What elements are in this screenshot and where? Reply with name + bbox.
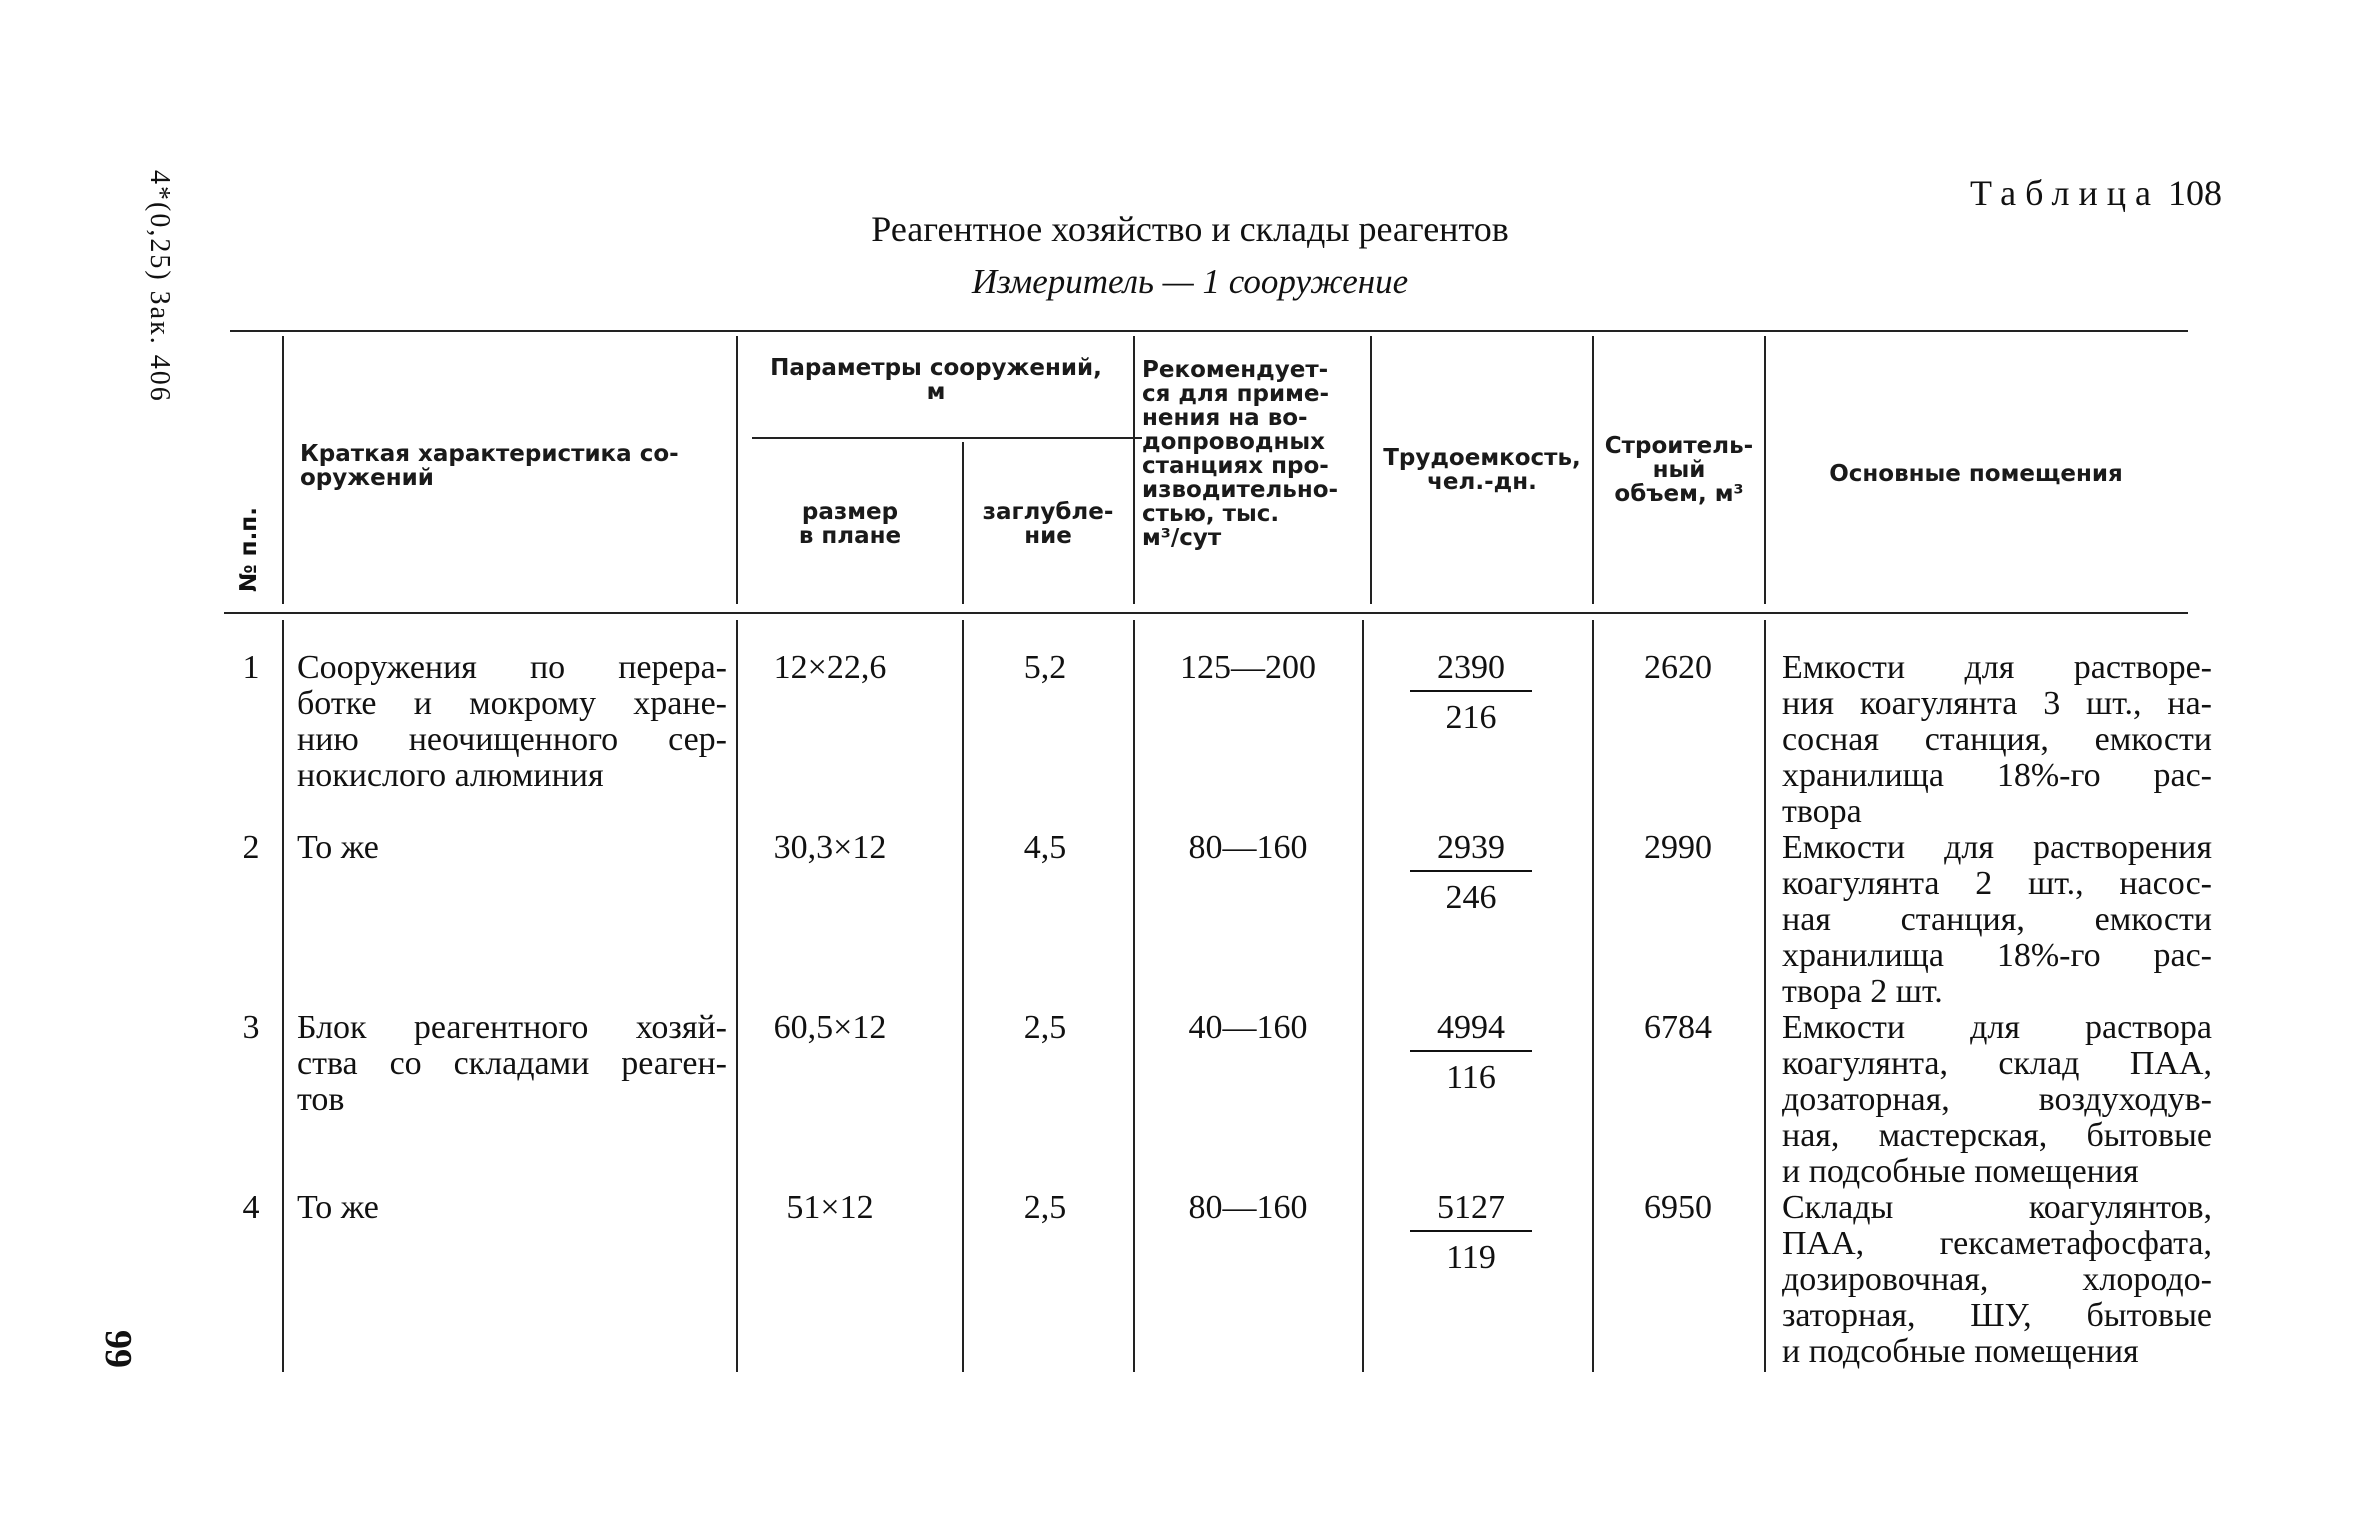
header-labor: Трудоемкость, чел.-дн. <box>1383 445 1581 495</box>
row-number: 3 <box>242 1009 260 1046</box>
body-divider <box>1133 620 1135 1372</box>
header-params: Параметры сооружений, м <box>770 355 1102 405</box>
body-divider <box>736 620 738 1372</box>
row-description <box>297 1010 727 1118</box>
row-number: 2 <box>242 829 260 866</box>
row-number: 4 <box>242 1189 260 1226</box>
rooms-line: хранилища 18%-го рас- <box>1782 937 2212 974</box>
row-labor <box>1406 1010 1536 1096</box>
row-volume: 2990 <box>1644 829 1712 866</box>
header-bottom-rule <box>224 612 2188 614</box>
row-recommended: 80—160 <box>1188 829 1308 866</box>
row-rooms <box>1782 650 2212 830</box>
description-line: Сооружения по перера- <box>297 649 727 686</box>
row-depth: 2,5 <box>1023 1009 1067 1046</box>
rooms-line: коагулянта, склад ПАА, <box>1782 1045 2212 1082</box>
description-line: То же <box>297 829 379 866</box>
labor-denominator: 119 <box>1446 1239 1496 1276</box>
header-num: № п.п. <box>236 507 262 592</box>
header-recommended: Рекомендует- ся для приме- нения на во- допроводных станциях про- изводительно- стью, тыс. м³/сут <box>1142 357 1339 551</box>
description-line: тов <box>297 1081 345 1118</box>
rooms-line: ния коагулянта 3 шт., на- <box>1782 685 2212 722</box>
row-recommended: 80—160 <box>1188 1189 1308 1226</box>
description-line: нокислого алюминия <box>297 757 604 794</box>
header-divider <box>736 336 738 604</box>
row-rooms <box>1782 830 2212 1010</box>
params-subheader-rule <box>752 437 1142 439</box>
row-plan-size: 51×12 <box>786 1189 874 1226</box>
header-plan-size: размер в плане <box>798 499 902 549</box>
row-plan-size: 30,3×12 <box>773 829 887 866</box>
row-labor <box>1406 650 1536 736</box>
row-volume: 6950 <box>1644 1189 1712 1226</box>
row-depth: 2,5 <box>1023 1189 1067 1226</box>
rooms-line: коагулянта 2 шт., насос- <box>1782 865 2212 902</box>
page-number: 99 <box>97 1330 139 1368</box>
body-divider <box>1764 620 1766 1372</box>
body-divider <box>962 620 964 1372</box>
description-line: Блок реагентного хозяй- <box>297 1009 727 1046</box>
rooms-line: сосная станция, емкости <box>1782 721 2212 758</box>
labor-numerator: 2390 <box>1437 649 1505 686</box>
row-volume: 6784 <box>1644 1009 1712 1046</box>
labor-numerator: 2939 <box>1437 829 1505 866</box>
description-line: ства со складами реаген- <box>297 1045 727 1082</box>
rooms-line: и подсобные помещения <box>1782 1153 2139 1190</box>
row-labor <box>1406 1190 1536 1276</box>
row-description <box>297 830 727 866</box>
rooms-line: Склады коагулянтов, <box>1782 1189 2212 1226</box>
header-divider <box>282 336 284 604</box>
table-label: Таблица <box>1970 173 2160 213</box>
rooms-line: твора <box>1782 793 1862 830</box>
rooms-line: хранилища 18%-го рас- <box>1782 757 2212 794</box>
row-labor <box>1406 830 1536 916</box>
rooms-line: ная станция, емкости <box>1782 901 2212 938</box>
rooms-line: Емкости для растворе- <box>1782 649 2212 686</box>
rooms-line: и подсобные помещения <box>1782 1333 2139 1370</box>
rooms-line: Емкости для растворения <box>1782 829 2212 866</box>
rooms-line: заторная, ШУ, бытовые <box>1782 1297 2212 1334</box>
header-rooms: Основные помещения <box>1829 461 2123 487</box>
rooms-line: ПАА, гексаметафосфата, <box>1782 1225 2212 1262</box>
rooms-line: дозаторная, воздуходув- <box>1782 1081 2212 1118</box>
row-volume: 2620 <box>1644 649 1712 686</box>
labor-denominator: 116 <box>1446 1059 1496 1096</box>
description-line: ботке и мокрому хране- <box>297 685 727 722</box>
body-divider <box>1592 620 1594 1372</box>
header-volume: Строитель- ный объем, м³ <box>1604 433 1754 507</box>
labor-denominator: 216 <box>1445 699 1497 736</box>
print-code: 4*(0,25) Зак. 406 <box>144 170 175 403</box>
rooms-line: твора 2 шт. <box>1782 973 1943 1010</box>
labor-numerator: 5127 <box>1437 1189 1505 1226</box>
row-plan-size: 60,5×12 <box>773 1009 887 1046</box>
labor-denominator: 246 <box>1445 879 1497 916</box>
header-divider <box>962 442 964 604</box>
row-rooms <box>1782 1010 2212 1190</box>
row-description <box>297 1190 727 1226</box>
header-divider <box>1133 336 1135 604</box>
table-number: 108 <box>2167 173 2222 213</box>
row-rooms <box>1782 1190 2212 1370</box>
top-rule <box>230 330 2188 332</box>
rooms-line: Емкости для раствора <box>1782 1009 2212 1046</box>
table-number-label <box>1970 172 2222 214</box>
table-title: Реагентное хозяйство и склады реагентов <box>871 209 1509 249</box>
labor-numerator: 4994 <box>1437 1009 1505 1046</box>
rooms-line: дозировочная, хлородо- <box>1782 1261 2212 1298</box>
description-line: То же <box>297 1189 379 1226</box>
body-divider <box>1362 620 1364 1372</box>
row-depth: 5,2 <box>1023 649 1067 686</box>
row-recommended: 40—160 <box>1188 1009 1308 1046</box>
body-divider <box>282 620 284 1372</box>
row-recommended: 125—200 <box>1180 649 1316 686</box>
row-number: 1 <box>242 649 260 686</box>
description-line: нию неочищенного сер- <box>297 721 727 758</box>
row-description <box>297 650 727 794</box>
header-description: Краткая характеристика со- оружений <box>300 441 679 491</box>
table-subtitle: Измеритель — 1 сооружение <box>971 262 1409 301</box>
row-depth: 4,5 <box>1023 829 1067 866</box>
row-plan-size: 12×22,6 <box>773 649 887 686</box>
rooms-line: ная, мастерская, бытовые <box>1782 1117 2212 1154</box>
header-depth: заглубле- ние <box>982 499 1114 549</box>
